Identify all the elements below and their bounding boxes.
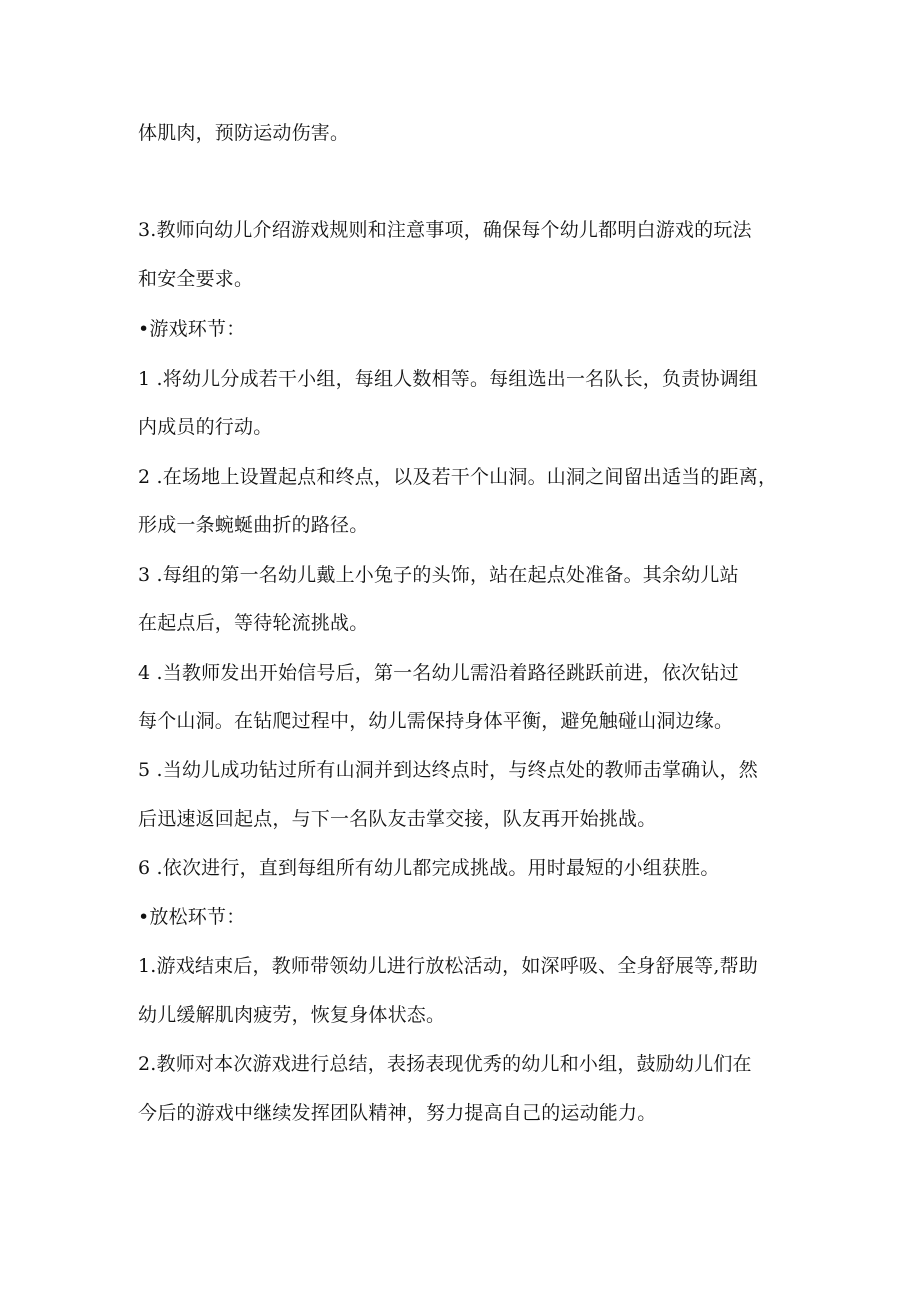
text-line: 6 .依次进行，直到每组所有幼儿都完成挑战。用时最短的小组获胜。 <box>138 857 720 879</box>
text-line: 1 .将幼儿分成若干小组，每组人数相等。每组选出一名队长，负责协调组 <box>138 368 758 390</box>
text-line: 4 .当教师发出开始信号后，第一名幼儿需沿着路径跳跃前进，依次钻过 <box>138 662 739 684</box>
text-line: 内成员的行动。 <box>138 416 273 438</box>
text-line: 2.教师对本次游戏进行总结，表扬表现优秀的幼儿和小组，鼓励幼儿们在 <box>138 1053 752 1075</box>
text-line: 今后的游戏中继续发挥团队精神，努力提高自己的运动能力。 <box>138 1102 657 1124</box>
text-line: 1.游戏结束后，教师带领幼儿进行放松活动，如深呼吸、全身舒展等,帮助 <box>138 955 758 977</box>
text-line: 形成一条蜿蜒曲折的路径。 <box>138 514 369 536</box>
text-line: 后迅速返回起点，与下一名队友击掌交接，队友再开始挑战。 <box>138 808 657 830</box>
text-line: 每个山洞。在钻爬过程中，幼儿需保持身体平衡，避免触碰山洞边缘。 <box>138 710 734 732</box>
text-line: 5 .当幼儿成功钻过所有山洞并到达终点时，与终点处的教师击掌确认，然 <box>138 759 758 781</box>
text-line: 在起点后，等待轮流挑战。 <box>138 612 369 634</box>
text-line: 幼儿缓解肌肉疲劳，恢复身体状态。 <box>138 1004 446 1026</box>
text-line: 体肌肉，预防运动伤害。 <box>138 122 350 144</box>
text-line: 3 .每组的第一名幼儿戴上小兔子的头饰，站在起点处准备。其余幼儿站 <box>138 564 739 586</box>
text-line: 和安全要求。 <box>138 268 254 290</box>
section-heading-game: •游戏环节： <box>138 318 246 340</box>
text-line: 3.教师向幼儿介绍游戏规则和注意事项，确保每个幼儿都明白游戏的玩法 <box>138 219 752 241</box>
section-heading-relax: •放松环节： <box>138 906 246 928</box>
text-line: 2 .在场地上设置起点和终点，以及若干个山洞。山洞之间留出适当的距离， <box>138 466 778 488</box>
